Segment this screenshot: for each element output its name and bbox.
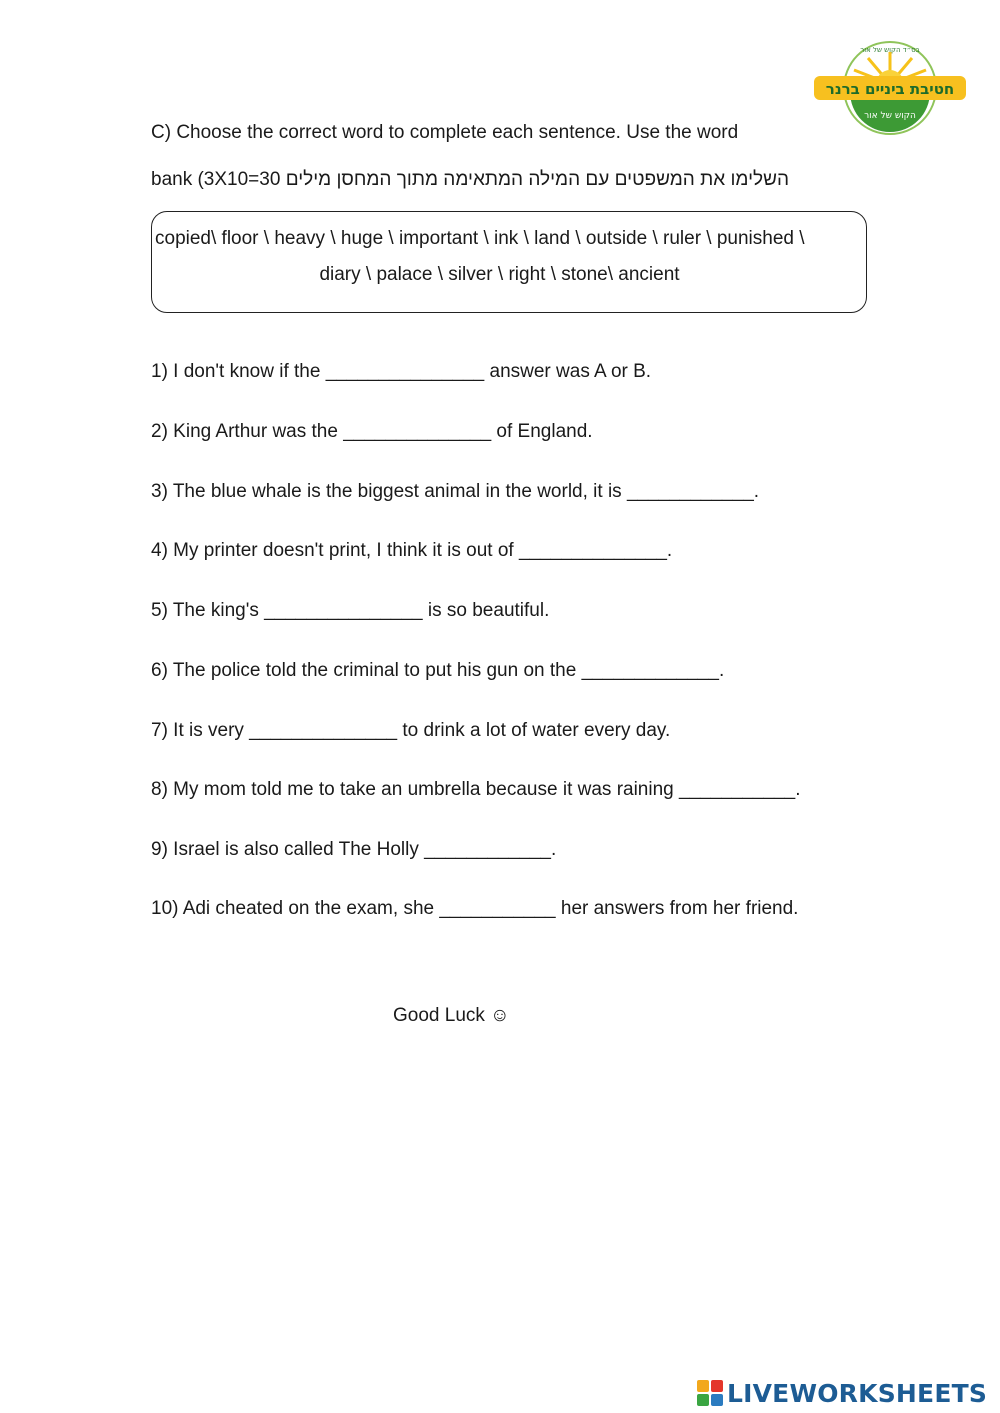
school-logo-icon xyxy=(810,38,970,138)
sentence-3: 3) The blue whale is the biggest animal in the world, it is ____________. xyxy=(151,481,760,502)
good-luck-text: Good Luck ☺ xyxy=(393,1005,510,1026)
instructions-line-1: C) Choose the correct word to complete each sentence. Use the word xyxy=(151,122,739,143)
logo-title: חטיבת ביניים ברנר xyxy=(825,80,955,98)
sentence-4: 4) My printer doesn't print, I think it is out of ______________. xyxy=(151,540,673,561)
instructions-line-2 xyxy=(151,168,796,192)
sentence-9: 9) Israel is also called The Holly ____________. xyxy=(151,839,557,860)
logo-subtitle: הקוש של אור xyxy=(864,111,916,121)
word-bank-line-2: diary \ palace \ silver \ right \ stone\ ancient xyxy=(319,264,680,285)
liveworksheets-wordmark: LIVEWORKSHEETS xyxy=(727,1378,988,1408)
word-bank-line-1: copied\ floor \ heavy \ huge \ important \ ink \ land \ outside \ ruler \ punished \ xyxy=(155,228,805,249)
school-logo xyxy=(810,38,970,138)
sentence-2: 2) King Arthur was the ______________ of England. xyxy=(151,421,593,442)
liveworksheets-logo-icon xyxy=(697,1380,723,1406)
liveworksheets-brand xyxy=(697,1378,987,1408)
sentence-8: 8) My mom told me to take an umbrella because it was raining ___________. xyxy=(151,779,801,800)
instructions-line-2-english: bank (3X10=30 xyxy=(151,169,281,190)
logo-arc-text: בס״ד הקוש של אור xyxy=(860,46,920,54)
sentence-7: 7) It is very ______________ to drink a lot of water every day. xyxy=(151,720,671,741)
sentence-1: 1) I don't know if the _______________ answer was A or B. xyxy=(151,361,652,382)
sentence-10: 10) Adi cheated on the exam, she ___________ her answers from her friend. xyxy=(151,898,799,919)
sentence-5: 5) The king's _______________ is so beautiful. xyxy=(151,600,550,621)
instructions-line-2-hebrew: השלימו את המשפטים עם המילה המתאימה מתוך המחסן מילים xyxy=(285,169,789,190)
sentence-6: 6) The police told the criminal to put his gun on the _____________. xyxy=(151,660,725,681)
